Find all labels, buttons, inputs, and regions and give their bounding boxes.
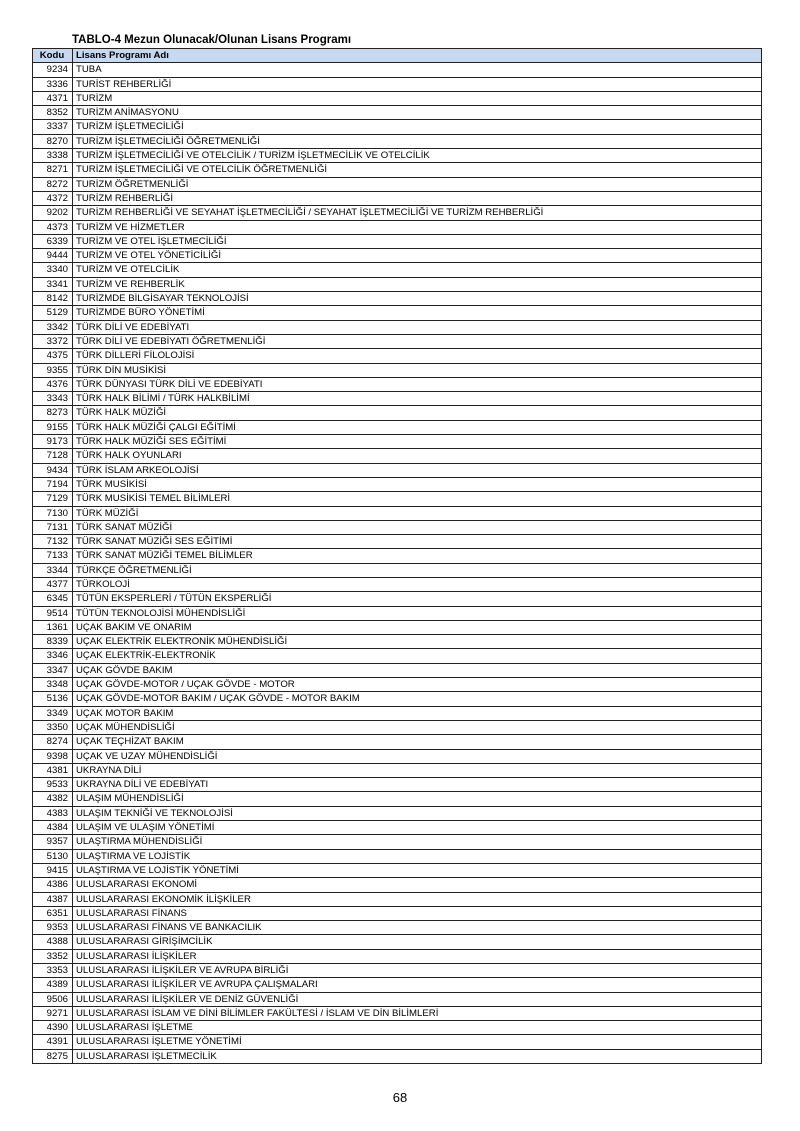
program-name: ULUSLARARASI İŞLETMECİLİK	[73, 1049, 762, 1063]
program-code: 8272	[33, 177, 73, 191]
table-row	[33, 735, 762, 749]
program-name: TÜRKÇE ÖĞRETMENLİĞİ	[73, 563, 762, 577]
program-name: TÜRK DİN MUSİKİSİ	[73, 363, 762, 377]
table-row	[33, 277, 762, 291]
program-name: TURİZM REHBERLİĞİ	[73, 191, 762, 205]
program-name: ULUSLARARASI İŞLETME YÖNETİMİ	[73, 1035, 762, 1049]
program-name: TÜRK MÜZİĞİ	[73, 506, 762, 520]
program-code: 4377	[33, 577, 73, 591]
table-row	[33, 334, 762, 348]
program-code: 8275	[33, 1049, 73, 1063]
program-code: 4373	[33, 220, 73, 234]
program-name: ULAŞTIRMA MÜHENDİSLİĞİ	[73, 835, 762, 849]
table-row	[33, 692, 762, 706]
program-name: TÜRK MUSİKİSİ TEMEL BİLİMLERİ	[73, 492, 762, 506]
program-name: TURİZM İŞLETMECİLİĞİ VE OTELCİLİK ÖĞRETMENLİĞİ	[73, 163, 762, 177]
program-code: 3341	[33, 277, 73, 291]
program-name: TÜRK SANAT MÜZİĞİ TEMEL BİLİMLER	[73, 549, 762, 563]
program-code: 3344	[33, 563, 73, 577]
program-code: 9202	[33, 206, 73, 220]
program-code: 8352	[33, 106, 73, 120]
program-name: TÜRKOLOJİ	[73, 577, 762, 591]
table-row	[33, 778, 762, 792]
program-name: TURİZM VE OTEL İŞLETMECİLİĞİ	[73, 234, 762, 248]
program-code: 8270	[33, 134, 73, 148]
program-code: 3343	[33, 392, 73, 406]
program-name: UKRAYNA DİLİ	[73, 763, 762, 777]
program-name: TURİST REHBERLİĞİ	[73, 77, 762, 91]
program-code: 3350	[33, 720, 73, 734]
table-row	[33, 506, 762, 520]
program-name: ULAŞTIRMA VE LOJİSTİK YÖNETİMİ	[73, 863, 762, 877]
table-row	[33, 306, 762, 320]
program-code: 5129	[33, 306, 73, 320]
program-code: 3346	[33, 649, 73, 663]
program-name: TURİZM İŞLETMECİLİĞİ VE OTELCİLİK / TURİZM İŞLETMECİLİK VE OTELCİLİK	[73, 149, 762, 163]
program-code: 4384	[33, 821, 73, 835]
table-row	[33, 449, 762, 463]
program-name: TÜRK HALK MÜZİĞİ ÇALGI EĞİTİMİ	[73, 420, 762, 434]
table-row	[33, 392, 762, 406]
table-row	[33, 549, 762, 563]
program-name: TURİZM VE OTEL YÖNETİCİLİĞİ	[73, 249, 762, 263]
program-name: TURİZM	[73, 91, 762, 105]
table-row	[33, 821, 762, 835]
table-row	[33, 492, 762, 506]
program-code: 3342	[33, 320, 73, 334]
table-row	[33, 177, 762, 191]
program-code: 9355	[33, 363, 73, 377]
program-code: 1361	[33, 620, 73, 634]
program-name: ULUSLARARASI GİRİŞİMCİLİK	[73, 935, 762, 949]
program-name: TÜRK HALK BİLİMİ / TÜRK HALKBİLİMİ	[73, 392, 762, 406]
program-name: TURİZM REHBERLİĞİ VE SEYAHAT İŞLETMECİLİĞİ / SEYAHAT İŞLETMECİLİĞİ VE TURİZM REHBERLİĞİ	[73, 206, 762, 220]
table-row	[33, 992, 762, 1006]
table-row	[33, 878, 762, 892]
program-name: TÜRK HALK OYUNLARI	[73, 449, 762, 463]
program-name: TUBA	[73, 63, 762, 77]
program-code: 9271	[33, 1006, 73, 1020]
program-code: 5136	[33, 692, 73, 706]
program-code: 9357	[33, 835, 73, 849]
table-row	[33, 206, 762, 220]
table-row	[33, 191, 762, 205]
program-name: ULUSLARARASI EKONOMİ	[73, 878, 762, 892]
program-name: TURİZM VE OTELCİLİK	[73, 263, 762, 277]
page-number: 68	[392, 1090, 408, 1105]
program-code: 9514	[33, 606, 73, 620]
table-row	[33, 134, 762, 148]
program-name: TURİZM VE HİZMETLER	[73, 220, 762, 234]
table-row	[33, 292, 762, 306]
program-code: 6339	[33, 234, 73, 248]
program-code: 9415	[33, 863, 73, 877]
program-name: TURİZM VE REHBERLİK	[73, 277, 762, 291]
program-name: TÜRK DİLİ VE EDEBİYATI ÖĞRETMENLİĞİ	[73, 334, 762, 348]
table-row	[33, 620, 762, 634]
program-code: 4372	[33, 191, 73, 205]
program-code: 4375	[33, 349, 73, 363]
table-row	[33, 220, 762, 234]
table-row	[33, 935, 762, 949]
program-name: TÜTÜN EKSPERLERİ / TÜTÜN EKSPERLİĞİ	[73, 592, 762, 606]
program-code: 3353	[33, 964, 73, 978]
program-name: ULUSLARARASI EKONOMİK İLİŞKİLER	[73, 892, 762, 906]
program-name: TÜRK DİLİ VE EDEBİYATI	[73, 320, 762, 334]
program-code: 9444	[33, 249, 73, 263]
table-row	[33, 377, 762, 391]
program-name: ULAŞIM VE ULAŞIM YÖNETİMİ	[73, 821, 762, 835]
table-row	[33, 806, 762, 820]
program-name: ULUSLARARASI İSLAM VE DİNİ BİLİMLER FAKÜLTESİ / İSLAM VE DİN BİLİMLERİ	[73, 1006, 762, 1020]
table-row	[33, 320, 762, 334]
table-row	[33, 706, 762, 720]
program-code: 4387	[33, 892, 73, 906]
program-code: 9398	[33, 749, 73, 763]
program-code: 8273	[33, 406, 73, 420]
program-code: 4388	[33, 935, 73, 949]
program-code: 4386	[33, 878, 73, 892]
program-name: TÜRK SANAT MÜZİĞİ	[73, 520, 762, 534]
program-name: TURİZM ÖĞRETMENLİĞİ	[73, 177, 762, 191]
program-code: 4376	[33, 377, 73, 391]
program-code: 8142	[33, 292, 73, 306]
table-row	[33, 91, 762, 105]
program-code: 3372	[33, 334, 73, 348]
table-row	[33, 906, 762, 920]
table-header-row	[33, 49, 762, 63]
table-row	[33, 1021, 762, 1035]
program-code: 4390	[33, 1021, 73, 1035]
program-name: UÇAK GÖVDE-MOTOR BAKIM / UÇAK GÖVDE - MOTOR BAKIM	[73, 692, 762, 706]
table-row	[33, 406, 762, 420]
table-row	[33, 1049, 762, 1063]
program-name: ULUSLARARASI İLİŞKİLER	[73, 949, 762, 963]
program-code: 7194	[33, 477, 73, 491]
program-name: ULUSLARARASI İŞLETME	[73, 1021, 762, 1035]
program-code: 9353	[33, 921, 73, 935]
program-code: 4389	[33, 978, 73, 992]
table-row	[33, 249, 762, 263]
column-header-name: Lisans Programı Adı	[73, 49, 762, 63]
program-name: UÇAK BAKIM VE ONARIM	[73, 620, 762, 634]
program-code: 7133	[33, 549, 73, 563]
table-row	[33, 234, 762, 248]
program-code: 3337	[33, 120, 73, 134]
table-row	[33, 663, 762, 677]
program-code: 9234	[33, 63, 73, 77]
table-row	[33, 678, 762, 692]
table-row	[33, 520, 762, 534]
table-row	[33, 635, 762, 649]
program-code: 5130	[33, 849, 73, 863]
program-name: TÜRK MUSİKİSİ	[73, 477, 762, 491]
program-name: UKRAYNA DİLİ VE EDEBİYATI	[73, 778, 762, 792]
table-row	[33, 577, 762, 591]
program-code: 3336	[33, 77, 73, 91]
table-row	[33, 849, 762, 863]
program-code: 8339	[33, 635, 73, 649]
table-row	[33, 863, 762, 877]
program-code: 3340	[33, 263, 73, 277]
program-code: 7129	[33, 492, 73, 506]
table-row	[33, 106, 762, 120]
table-row	[33, 606, 762, 620]
table-row	[33, 263, 762, 277]
program-code: 8274	[33, 735, 73, 749]
program-name: TÜRK SANAT MÜZİĞİ SES EĞİTİMİ	[73, 535, 762, 549]
program-code: 7132	[33, 535, 73, 549]
program-name: UÇAK MOTOR BAKIM	[73, 706, 762, 720]
program-name: UÇAK VE UZAY MÜHENDİSLİĞİ	[73, 749, 762, 763]
table-row	[33, 649, 762, 663]
table-row	[33, 763, 762, 777]
table-row	[33, 477, 762, 491]
table-row	[33, 563, 762, 577]
program-code: 3352	[33, 949, 73, 963]
program-name: ULUSLARARASI İLİŞKİLER VE AVRUPA ÇALIŞMALARI	[73, 978, 762, 992]
program-code: 7130	[33, 506, 73, 520]
program-name: TURİZMDE BİLGİSAYAR TEKNOLOJİSİ	[73, 292, 762, 306]
program-name: TÜRK DİLLERİ FİLOLOJİSİ	[73, 349, 762, 363]
table-row	[33, 535, 762, 549]
program-name: ULUSLARARASI İLİŞKİLER VE AVRUPA BİRLİĞİ	[73, 964, 762, 978]
program-code: 9506	[33, 992, 73, 1006]
table-row	[33, 435, 762, 449]
program-name: ULAŞIM TEKNİĞİ VE TEKNOLOJİSİ	[73, 806, 762, 820]
program-code: 6351	[33, 906, 73, 920]
table-row	[33, 63, 762, 77]
table-row	[33, 978, 762, 992]
program-name: TURİZM İŞLETMECİLİĞİ ÖĞRETMENLİĞİ	[73, 134, 762, 148]
program-code: 9533	[33, 778, 73, 792]
program-code: 3349	[33, 706, 73, 720]
table-row	[33, 463, 762, 477]
table-row	[33, 749, 762, 763]
program-code: 6345	[33, 592, 73, 606]
program-name: ULAŞIM MÜHENDİSLİĞİ	[73, 792, 762, 806]
table-row	[33, 835, 762, 849]
program-code: 4391	[33, 1035, 73, 1049]
program-name: UÇAK MÜHENDİSLİĞİ	[73, 720, 762, 734]
program-name: TÜRK İSLAM ARKEOLOJİSİ	[73, 463, 762, 477]
program-name: ULUSLARARASI İLİŞKİLER VE DENİZ GÜVENLİĞİ	[73, 992, 762, 1006]
table-row	[33, 120, 762, 134]
program-name: UÇAK ELEKTRİK-ELEKTRONİK	[73, 649, 762, 663]
program-name: TURİZM ANİMASYONU	[73, 106, 762, 120]
table-row	[33, 163, 762, 177]
program-code: 4382	[33, 792, 73, 806]
program-code: 3347	[33, 663, 73, 677]
table-row	[33, 1035, 762, 1049]
table-row	[33, 149, 762, 163]
program-name: ULUSLARARASI FİNANS VE BANKACILIK	[73, 921, 762, 935]
program-code: 9155	[33, 420, 73, 434]
program-name: ULAŞTIRMA VE LOJİSTİK	[73, 849, 762, 863]
column-header-code: Kodu	[33, 49, 73, 63]
table-row	[33, 592, 762, 606]
program-name: UÇAK ELEKTRİK ELEKTRONİK MÜHENDİSLİĞİ	[73, 635, 762, 649]
program-name: TURİZMDE BÜRO YÖNETİMİ	[73, 306, 762, 320]
program-name: TÜRK DÜNYASI TÜRK DİLİ VE EDEBİYATI	[73, 377, 762, 391]
program-name: TÜRK HALK MÜZİĞİ SES EĞİTİMİ	[73, 435, 762, 449]
table-row	[33, 420, 762, 434]
program-name: UÇAK GÖVDE BAKIM	[73, 663, 762, 677]
table-row	[33, 921, 762, 935]
program-code: 3348	[33, 678, 73, 692]
program-name: UÇAK TEÇHİZAT BAKIM	[73, 735, 762, 749]
program-name: ULUSLARARASI FİNANS	[73, 906, 762, 920]
table-row	[33, 949, 762, 963]
program-code: 3338	[33, 149, 73, 163]
program-name: UÇAK GÖVDE-MOTOR / UÇAK GÖVDE - MOTOR	[73, 678, 762, 692]
program-name: TURİZM İŞLETMECİLİĞİ	[73, 120, 762, 134]
table-body	[33, 63, 762, 1064]
program-name: TÜRK HALK MÜZİĞİ	[73, 406, 762, 420]
table-row	[33, 792, 762, 806]
program-code: 4383	[33, 806, 73, 820]
table-row	[33, 349, 762, 363]
program-code: 4371	[33, 91, 73, 105]
table-row	[33, 77, 762, 91]
table-row	[33, 892, 762, 906]
program-code: 7131	[33, 520, 73, 534]
table-row	[33, 363, 762, 377]
program-code: 4381	[33, 763, 73, 777]
table-title: TABLO-4 Mezun Olunacak/Olunan Lisans Programı	[72, 34, 352, 46]
table-row	[33, 720, 762, 734]
program-name: TÜTÜN TEKNOLOJİSİ MÜHENDİSLİĞİ	[73, 606, 762, 620]
program-table	[32, 48, 762, 1064]
program-code: 9434	[33, 463, 73, 477]
program-code: 8271	[33, 163, 73, 177]
program-code: 7128	[33, 449, 73, 463]
program-code: 9173	[33, 435, 73, 449]
table-row	[33, 1006, 762, 1020]
table-row	[33, 964, 762, 978]
